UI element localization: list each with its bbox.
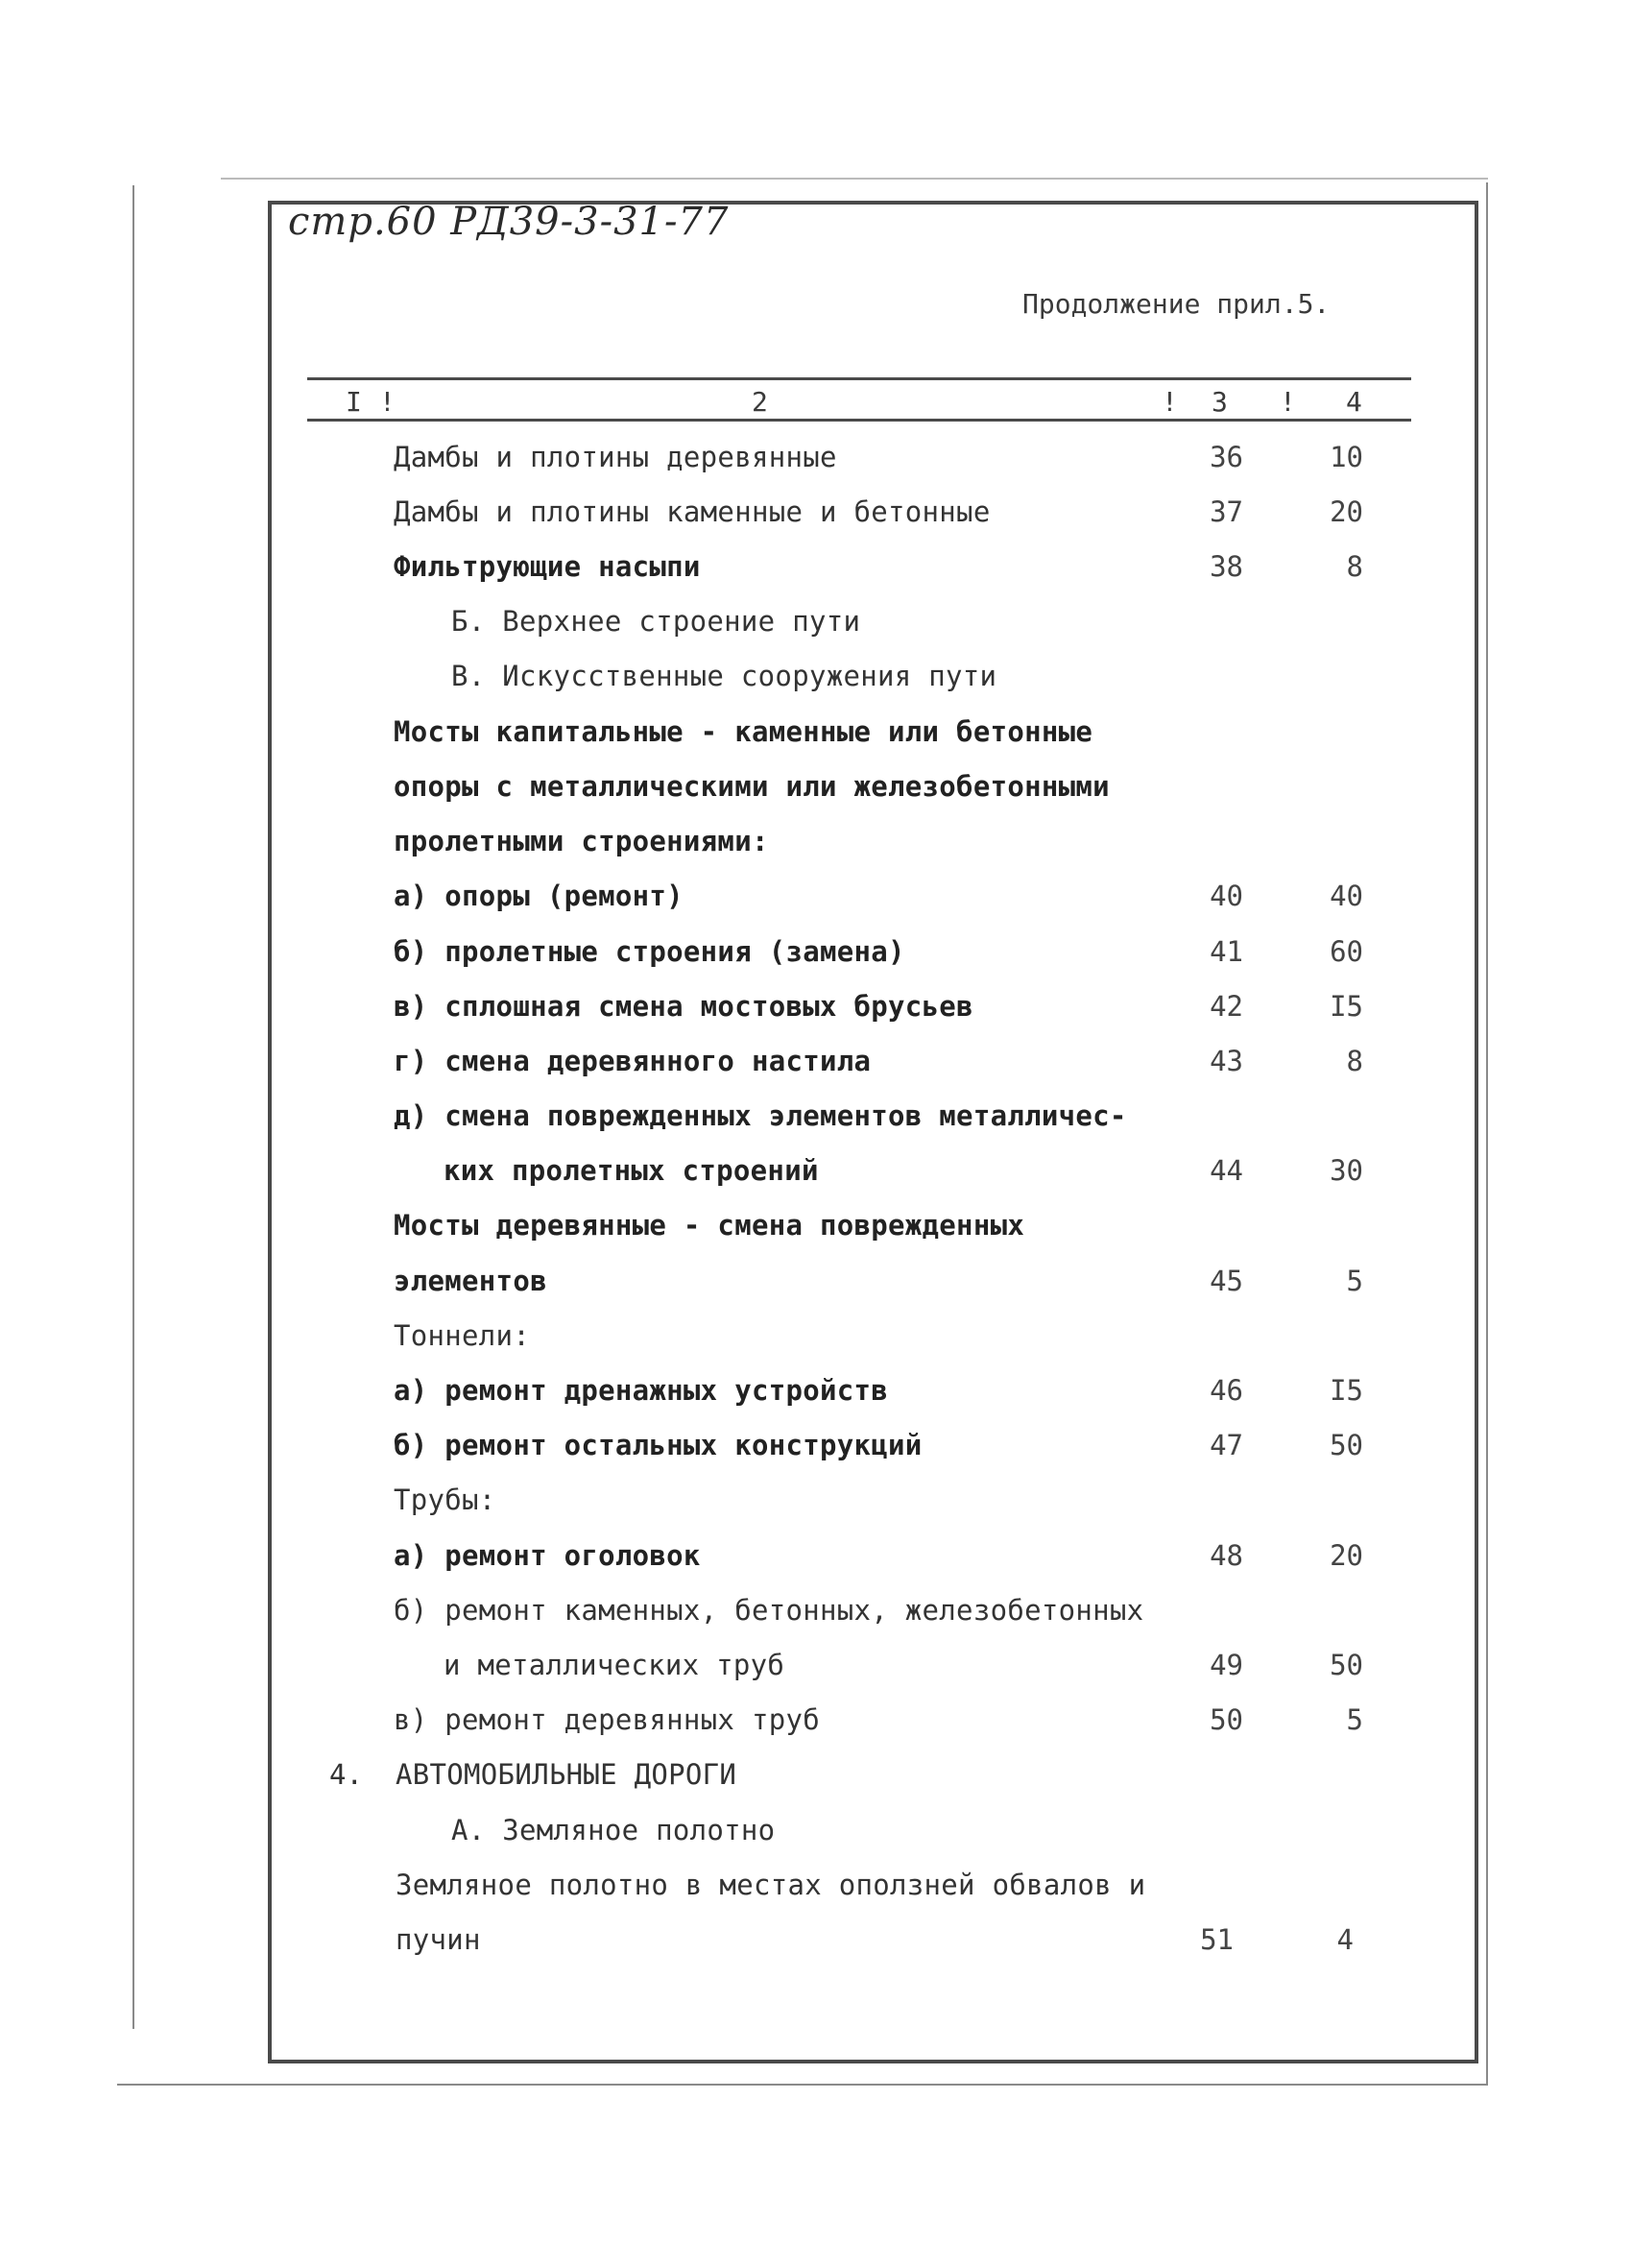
row-code: 51 [1200,1923,1234,1956]
table-row [0,825,1632,863]
table-row [0,880,1632,918]
col-header-sep-1: ! [379,386,396,418]
table-row [0,660,1632,698]
row-text: Земляное полотно в местах оползней обвалов и [396,1869,1146,1901]
row-text: а) ремонт дренажных устройств [394,1374,889,1407]
row-value: 5 [1346,1265,1363,1297]
table-row [0,1539,1632,1578]
row-code: 38 [1210,550,1243,583]
row-text: Тоннели: [394,1319,531,1352]
row-text: Мосты капитальные - каменные или бетонные [394,715,1093,748]
col-header-4: 4 [1346,386,1362,418]
row-value: 50 [1330,1649,1363,1681]
row-text: б) пролетные строения (замена) [394,935,905,968]
row-code: 43 [1210,1045,1243,1077]
table-row [0,1429,1632,1467]
row-text: Дамбы и плотины деревянные [394,441,837,473]
table-row [0,441,1632,479]
row-value: 20 [1330,495,1363,528]
row-text: а) опоры (ремонт) [394,880,684,912]
row-value: 20 [1330,1539,1363,1572]
row-value: 4 [1336,1923,1354,1956]
row-code: 45 [1210,1265,1243,1297]
row-value: 60 [1330,935,1363,968]
document-reference: стр.60 РД39-3-31-77 [288,200,730,244]
row-code: 40 [1210,880,1243,912]
page-edge-top [221,178,1488,180]
section-heading: В. Искусственные сооружения пути [451,660,997,692]
header-rule-bottom [307,419,1411,422]
row-code: 42 [1210,990,1243,1023]
section-heading: Б. Верхнее строение пути [451,605,861,638]
row-text: Мосты деревянные - смена поврежденных [394,1209,1025,1242]
header-rule-top [307,377,1411,380]
table-row [0,1045,1632,1083]
col-header-sep-3: ! [1280,386,1296,418]
row-text: а) ремонт оголовок [394,1539,701,1572]
col-header-sep-2: ! [1162,386,1178,418]
table-row [0,1814,1632,1852]
row-value: 8 [1346,550,1363,583]
row-text: б) ремонт остальных конструкций [394,1429,923,1461]
row-value: 10 [1330,441,1363,473]
table-row [0,715,1632,754]
table-row [0,935,1632,974]
row-text: в) ремонт деревянных труб [394,1703,820,1736]
row-text: Трубы: [394,1484,496,1516]
col-header-3: 3 [1212,386,1228,418]
row-text: ких пролетных строений [444,1154,819,1187]
row-text: д) смена поврежденных элементов металличес- [394,1099,1127,1132]
page-edge-bottom [117,2084,1488,2086]
col-header-1: I [346,386,362,418]
table-row [0,770,1632,808]
row-value: 40 [1330,880,1363,912]
row-code: 48 [1210,1539,1243,1572]
table-row [0,1265,1632,1303]
row-text: в) сплошная смена мостовых брусьев [394,990,973,1023]
row-code: 47 [1210,1429,1243,1461]
row-text: б) ремонт каменных, бетонных, железобетонных [394,1594,1144,1627]
section-number: 4. [329,1758,363,1791]
table-row [0,1374,1632,1412]
table-row [0,1758,1632,1797]
table-row [0,605,1632,643]
table-row [0,1594,1632,1632]
table-row [0,1484,1632,1522]
table-row [0,990,1632,1028]
row-code: 41 [1210,935,1243,968]
table-row [0,1703,1632,1742]
row-value: 50 [1330,1429,1363,1461]
continuation-label: Продолжение прил.5. [1022,288,1331,320]
row-code: 50 [1210,1703,1243,1736]
row-value: I5 [1330,1374,1363,1407]
col-header-2: 2 [752,386,768,418]
row-text: Дамбы и плотины каменные и бетонные [394,495,991,528]
row-text: пролетными строениями: [394,825,769,857]
table-row [0,1099,1632,1138]
row-text: г) смена деревянного настила [394,1045,872,1077]
row-text: опоры с металлическими или железобетонными [394,770,1110,803]
row-value: I5 [1330,990,1363,1023]
row-code: 37 [1210,495,1243,528]
row-value: 30 [1330,1154,1363,1187]
table-row [0,1154,1632,1193]
row-text: пучин [396,1923,481,1956]
row-code: 44 [1210,1154,1243,1187]
row-text: Фильтрующие насыпи [394,550,701,583]
table-row [0,1209,1632,1247]
row-code: 36 [1210,441,1243,473]
row-code: 46 [1210,1374,1243,1407]
table-row [0,1869,1632,1907]
table-row [0,495,1632,534]
section-heading: А. Земляное полотно [451,1814,776,1846]
table-row [0,1319,1632,1358]
table-row [0,550,1632,589]
row-text: и металлических труб [444,1649,785,1681]
row-value: 5 [1346,1703,1363,1736]
row-code: 49 [1210,1649,1243,1681]
section-heading: АВТОМОБИЛЬНЫЕ ДОРОГИ [396,1758,737,1791]
table-row [0,1923,1632,1962]
table-row [0,1649,1632,1687]
row-text: элементов [394,1265,547,1297]
row-value: 8 [1346,1045,1363,1077]
